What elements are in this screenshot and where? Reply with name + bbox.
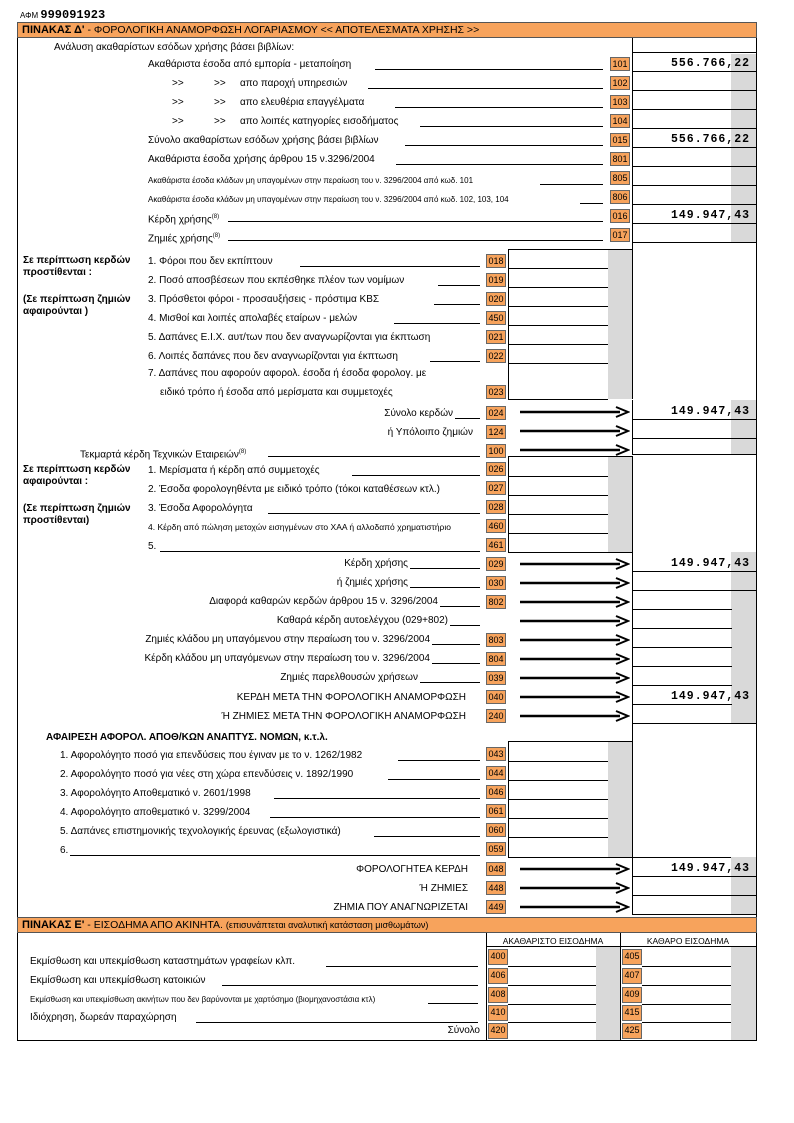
result-row-040-label: ΚΕΡΔΗ ΜΕΤΑ ΤΗΝ ΦΟΡΟΛΟΓΙΚΗ ΑΝΑΜΟΡΦΩΣΗ bbox=[236, 692, 466, 703]
afm-label: ΑΦΜ bbox=[20, 11, 39, 20]
code-461: 461 bbox=[486, 538, 506, 552]
ditto-1: >> bbox=[172, 116, 184, 127]
rule bbox=[508, 268, 608, 269]
code-802: 802 bbox=[486, 595, 506, 609]
leader-line bbox=[375, 69, 603, 70]
code-406: 406 bbox=[488, 968, 508, 984]
leader-line bbox=[396, 164, 603, 165]
code-450: 450 bbox=[486, 311, 506, 325]
rule bbox=[632, 723, 756, 724]
add-side-note-2: (Σε περίπτωση ζημιών αφαιρούνται ) bbox=[23, 294, 131, 317]
code-407: 407 bbox=[622, 968, 642, 984]
code-020: 020 bbox=[486, 292, 506, 306]
mid-col-left bbox=[508, 249, 509, 399]
leader-line bbox=[580, 203, 603, 204]
row-016-text: Κέρδη χρήσης bbox=[148, 214, 212, 226]
leader-line bbox=[455, 418, 480, 419]
leader-line bbox=[438, 285, 480, 286]
result-row-803-label: Ζημιές κλάδου μη υπαγόμενου στην περαίωση του ν. 3296/2004 bbox=[145, 634, 430, 645]
value-024[interactable]: 149.947,43 bbox=[670, 405, 750, 418]
afm bbox=[20, 10, 105, 21]
code-048: 048 bbox=[486, 862, 506, 876]
rule bbox=[632, 609, 732, 610]
rule bbox=[508, 287, 608, 288]
code-024: 024 bbox=[486, 406, 506, 420]
add-row-019: 2. Ποσό αποσβέσεων που εκπέσθηκε πλέον των νομίμων bbox=[148, 275, 405, 286]
leader-line bbox=[420, 126, 603, 127]
rule bbox=[508, 325, 608, 326]
arrow-icon bbox=[520, 672, 630, 684]
leader-line bbox=[222, 985, 478, 986]
deduct-row-043: 1. Αφορολόγητο ποσό για επενδύσεις που έγιναν με το ν. 1262/1982 bbox=[60, 750, 363, 761]
code-044: 044 bbox=[486, 766, 506, 780]
leader-line bbox=[410, 587, 480, 588]
arrow-icon bbox=[520, 863, 630, 875]
row-017-label bbox=[148, 230, 220, 245]
table-d-header bbox=[17, 22, 757, 38]
rule bbox=[508, 799, 608, 800]
add-side-note-1: Σε περίπτωση κερδών προστίθενται : bbox=[23, 255, 131, 278]
leader-line bbox=[540, 184, 603, 185]
rule bbox=[632, 71, 756, 72]
e-row-4-label: Ιδιόχρηση, δωρεάν παραχώρηση bbox=[30, 1012, 177, 1023]
ditto-2: >> bbox=[214, 116, 226, 127]
code-059: 059 bbox=[486, 842, 506, 856]
code-408: 408 bbox=[488, 987, 508, 1003]
leader-line bbox=[228, 240, 603, 241]
note-mark: (8) bbox=[238, 449, 247, 455]
code-039: 039 bbox=[486, 671, 506, 685]
result-row-804-label: Κέρδη κλάδου μη υπαγόμενων στην περαίωση του ν. 3296/2004 bbox=[144, 653, 430, 664]
rule bbox=[632, 204, 756, 205]
rule bbox=[508, 818, 608, 819]
arrow-icon bbox=[520, 882, 630, 894]
leader-line bbox=[395, 107, 603, 108]
row-805-label: Ακαθάριστα έσοδα κλάδων μη υπαγομένων στην περαίωση του ν. 3296/2004 από κωδ. 101 bbox=[148, 176, 474, 185]
add-row-021: 5. Δαπάνες Ε.Ι.Χ. αυτ/των που δεν αναγνωρίζονται για έκπτωση bbox=[148, 332, 431, 343]
code-805: 805 bbox=[610, 171, 630, 185]
code-017: 017 bbox=[610, 228, 630, 242]
afm-value: 999091923 bbox=[40, 8, 106, 22]
rule bbox=[508, 1004, 596, 1005]
rule bbox=[632, 914, 756, 915]
rule bbox=[508, 399, 608, 400]
code-018: 018 bbox=[486, 254, 506, 268]
add-row-020: 3. Πρόσθετοι φόροι - προσαυξήσεις - πρόστιμα ΚΒΣ bbox=[148, 294, 380, 305]
sub-row-028: 3. Έσοδα Αφορολόγητα bbox=[148, 503, 253, 514]
code-806: 806 bbox=[610, 190, 630, 204]
code-015: 015 bbox=[610, 133, 630, 147]
rule bbox=[632, 590, 756, 591]
rule bbox=[632, 876, 756, 877]
e-col-gross-left bbox=[486, 933, 487, 1040]
deduct-row-059: 6. bbox=[60, 845, 69, 856]
arrow-icon bbox=[520, 653, 630, 665]
sub-row-461: 5. bbox=[148, 541, 157, 552]
arrow-icon bbox=[520, 444, 630, 456]
ditto-1: >> bbox=[172, 97, 184, 108]
code-448: 448 bbox=[486, 881, 506, 895]
row-016-label bbox=[148, 211, 219, 226]
value-040[interactable]: 149.947,43 bbox=[670, 690, 750, 703]
code-420: 420 bbox=[488, 1023, 508, 1039]
rule bbox=[632, 185, 756, 186]
leader-line bbox=[228, 221, 603, 222]
rule bbox=[508, 761, 608, 762]
sum-row-100-label bbox=[80, 446, 246, 461]
code-104: 104 bbox=[610, 114, 630, 128]
leader-line bbox=[428, 1003, 478, 1004]
code-405: 405 bbox=[622, 949, 642, 965]
code-028: 028 bbox=[486, 500, 506, 514]
row-015-label: Σύνολο ακαθαρίστων εσόδων χρήσης βάσει βιβλίων bbox=[148, 135, 379, 146]
code-449: 449 bbox=[486, 900, 506, 914]
code-100: 100 bbox=[486, 444, 506, 458]
rule bbox=[632, 109, 756, 110]
sub-row-027: 2. Έσοδα φορολογηθέντα με ειδικό τρόπο (τόκοι καταθέσεων κτλ.) bbox=[148, 484, 440, 495]
code-804: 804 bbox=[486, 652, 506, 666]
final-row-448-label: Ή ΖΗΜΙΕΣ bbox=[419, 883, 468, 894]
code-027: 027 bbox=[486, 481, 506, 495]
code-061: 061 bbox=[486, 804, 506, 818]
result-row-039-label: Ζημιές παρελθουσών χρήσεων bbox=[280, 672, 418, 683]
e-row-3-label: Εκμίσθωση και υπεκμίσθωση ακινήτων που δεν βαρύνονται με χαρτόσημο (βιομηχανοστάσια κτλ) bbox=[30, 995, 376, 1004]
e-col-gross-header: ΑΚΑΘΑΡΙΣΤΟ ΕΙΣΟΔΗΜΑ bbox=[502, 936, 604, 946]
upper-col-top bbox=[632, 52, 756, 53]
code-023: 023 bbox=[486, 385, 506, 399]
rule bbox=[508, 741, 632, 742]
code-409: 409 bbox=[622, 987, 642, 1003]
rule bbox=[642, 966, 731, 967]
leader-line bbox=[432, 663, 480, 664]
row-103-label: απο ελευθέρια επαγγέλματα bbox=[240, 97, 365, 108]
rule bbox=[632, 166, 756, 167]
arrow-icon bbox=[520, 901, 630, 913]
code-046: 046 bbox=[486, 785, 506, 799]
code-101: 101 bbox=[610, 57, 630, 71]
code-029: 029 bbox=[486, 557, 506, 571]
rule bbox=[632, 895, 756, 896]
rule bbox=[632, 685, 732, 686]
frame-left bbox=[17, 38, 18, 1040]
code-019: 019 bbox=[486, 273, 506, 287]
rule bbox=[632, 628, 732, 629]
value-016[interactable]: 149.947,43 bbox=[670, 209, 750, 222]
code-425: 425 bbox=[622, 1023, 642, 1039]
rule bbox=[508, 966, 596, 967]
value-048[interactable]: 149.947,43 bbox=[670, 862, 750, 875]
table-e-subtitle: - ΕΙΣΟΔΗΜΑ ΑΠΟ ΑΚΙΝΗΤΑ. bbox=[84, 919, 223, 931]
ditto-2: >> bbox=[214, 97, 226, 108]
leader-line bbox=[432, 644, 480, 645]
add-row-022: 6. Λοιπές δαπάνες που δεν αναγνωρίζονται για έκπτωση bbox=[148, 351, 398, 362]
deduct-title: ΑΦΑΙΡΕΣΗ ΑΦΟΡΟΛ. ΑΠΟΘ/ΚΩΝ ΑΝΑΠΤΥΣ. ΝΟΜΩΝ, κ.τ.λ. bbox=[46, 732, 328, 743]
rule bbox=[632, 90, 756, 91]
rule bbox=[508, 306, 608, 307]
code-103: 103 bbox=[610, 95, 630, 109]
table-e-header bbox=[17, 917, 757, 933]
code-040: 040 bbox=[486, 690, 506, 704]
table-d-subtitle: - ΦΟΡΟΛΟΓΙΚΗ ΑΝΑΜΟΡΦΩΣΗ ΛΟΓΑΡΙΑΣΜΟΥ << ΑΠΟΤΕΛΕΣΜΑΤΑ ΧΡΗΣΗΣ >> bbox=[84, 24, 480, 36]
code-410: 410 bbox=[488, 1005, 508, 1021]
e-row-2-label: Εκμίσθωση και υπεκμίσθωση κατοικιών bbox=[30, 975, 206, 986]
rule bbox=[632, 666, 732, 667]
row-102-label: απο παροχή υπηρεσιών bbox=[240, 78, 348, 89]
code-460: 460 bbox=[486, 519, 506, 533]
final-row-048-label: ΦΟΡΟΛΟΓΗΤΕΑ ΚΕΡΔΗ bbox=[356, 864, 468, 875]
code-026: 026 bbox=[486, 462, 506, 476]
result-row-802-label: Διαφορά καθαρών κερδών άρθρου 15 ν. 3296/2004 bbox=[209, 596, 438, 607]
code-022: 022 bbox=[486, 349, 506, 363]
rule bbox=[508, 476, 608, 477]
leader-line bbox=[398, 760, 480, 761]
mid-col-right bbox=[632, 243, 633, 399]
result-row-240-label: Ή ΖΗΜΙΕΣ ΜΕΤΑ ΤΗΝ ΦΟΡΟΛΟΓΙΚΗ ΑΝΑΜΟΡΦΩΣΗ bbox=[221, 711, 466, 722]
result-row-self-label: Καθαρά κέρδη αυτοελέγχου (029+802) bbox=[276, 615, 448, 626]
leader-line bbox=[196, 1022, 478, 1023]
leader-line bbox=[434, 304, 480, 305]
leader-line bbox=[300, 266, 480, 267]
code-240: 240 bbox=[486, 709, 506, 723]
rule bbox=[632, 438, 756, 439]
rule bbox=[508, 533, 608, 534]
rule bbox=[632, 454, 756, 455]
rule bbox=[508, 344, 608, 345]
leader-line bbox=[410, 568, 480, 569]
code-060: 060 bbox=[486, 823, 506, 837]
code-043: 043 bbox=[486, 747, 506, 761]
leader-line bbox=[374, 836, 480, 837]
final-row-449-label: ΖΗΜΙΑ ΠΟΥ ΑΝΑΓΝΩΡΙΖΕΤΑΙ bbox=[333, 902, 468, 913]
add-row-023-line2: ειδικό τρόπο ή έσοδα από μερίσματα και συμμετοχές bbox=[160, 387, 393, 398]
code-400: 400 bbox=[488, 949, 508, 965]
ded-col-right bbox=[632, 724, 633, 858]
leader-line bbox=[394, 323, 480, 324]
sub-side-note-1: Σε περίπτωση κερδών αφαιρούνται : bbox=[23, 464, 131, 487]
frame-bottom bbox=[17, 1040, 757, 1041]
leader-line bbox=[405, 145, 603, 146]
rule bbox=[632, 571, 756, 572]
deduct-row-061: 4. Αφορολόγητο αποθεματικό ν. 3299/2004 bbox=[60, 807, 251, 818]
ded-grey-col bbox=[608, 741, 632, 858]
table-d-title: ΠΙΝΑΚΑΣ Δ' bbox=[22, 24, 85, 36]
leader-line bbox=[70, 855, 480, 856]
rule bbox=[632, 242, 756, 243]
rule bbox=[642, 1004, 731, 1005]
leader-line bbox=[160, 551, 480, 552]
rule bbox=[632, 704, 732, 705]
ditto-2: >> bbox=[214, 78, 226, 89]
code-415: 415 bbox=[622, 1005, 642, 1021]
e-net-grey bbox=[731, 947, 756, 1040]
ditto-1: >> bbox=[172, 78, 184, 89]
sum-col-left bbox=[632, 400, 633, 454]
leader-line bbox=[268, 513, 480, 514]
sub-row-460: 4. Κέρδη από πώληση μετοχών εισηγμένων στο ΧΑΑ ή αλλοδαπό χρηματιστήριο bbox=[148, 522, 451, 532]
result-row-029-label: Κέρδη χρήσης bbox=[344, 558, 408, 569]
code-102: 102 bbox=[610, 76, 630, 90]
code-803: 803 bbox=[486, 633, 506, 647]
arrow-icon bbox=[520, 558, 630, 570]
leader-line bbox=[274, 798, 480, 799]
deduct-row-044: 2. Αφορολόγητο ποσό για νέες στη χώρα επενδύσεις ν. 1892/1990 bbox=[60, 769, 354, 780]
rule bbox=[508, 837, 608, 838]
arrow-icon bbox=[520, 406, 630, 418]
e-col-net-left bbox=[620, 933, 621, 1040]
arrow-icon bbox=[520, 710, 630, 722]
result-row-030-label: ή ζημιές χρήσης bbox=[336, 577, 408, 588]
rule bbox=[508, 780, 608, 781]
rule bbox=[642, 985, 731, 986]
row-806-label: Ακαθάριστα έσοδα κλάδων μη υπαγομένων στην περαίωση του ν. 3296/2004 από κωδ. 102, 103, 104 bbox=[148, 195, 509, 204]
sum-row-100-text: Τεκμαρτά κέρδη Τεχνικών Εταιρειών bbox=[80, 449, 239, 461]
add-row-023-line1: 7. Δαπάνες που αφορούν αφορολ. έσοδα ή έσοδα φορολογ. με bbox=[148, 368, 427, 379]
arrow-icon bbox=[520, 425, 630, 437]
rule bbox=[632, 223, 756, 224]
table-e-title: ΠΙΝΑΚΑΣ Ε' bbox=[22, 919, 85, 931]
leader-line bbox=[388, 779, 480, 780]
arrow-icon bbox=[520, 691, 630, 703]
note-mark: (8) bbox=[211, 214, 220, 220]
leader-line bbox=[326, 966, 478, 967]
leader-line bbox=[430, 361, 480, 362]
intro-text: Ανάλυση ακαθαρίστων εσόδων χρήσης βάσει βιβλίων: bbox=[54, 42, 295, 53]
rule bbox=[632, 128, 756, 129]
rule bbox=[508, 363, 608, 364]
e-col-net-header: ΚΑΘΑΡΟ ΕΙΣΟΔΗΜΑ bbox=[646, 936, 730, 946]
table-e-note: (επισυνάπτεται αναλυτική κατάσταση μισθωμάτων) bbox=[225, 920, 429, 930]
leader-line bbox=[368, 88, 603, 89]
add-row-018: 1. Φόροι που δεν εκπίπτουν bbox=[148, 256, 273, 267]
sub-col-right bbox=[632, 456, 633, 552]
leader-line bbox=[352, 475, 480, 476]
row-101-label: Ακαθάριστα έσοδα από εμπορία - μεταποίηση bbox=[148, 59, 352, 70]
sub-col-left bbox=[508, 456, 509, 552]
e-gross-grey bbox=[596, 947, 620, 1040]
deduct-row-046: 3. Αφορολόγητο Αποθεματικό ν. 2601/1998 bbox=[60, 788, 251, 799]
e-row-total-label: Σύνολο bbox=[447, 1025, 480, 1036]
row-104-label: απο λοιπές κατηγορίες εισοδήματος bbox=[240, 116, 399, 127]
arrow-icon bbox=[520, 634, 630, 646]
leader-line bbox=[268, 456, 480, 457]
mid-grey-col bbox=[608, 249, 632, 399]
sub-row-026: 1. Μερίσματα ή κέρδη από συμμετοχές bbox=[148, 465, 320, 476]
deduct-row-060: 5. Δαπάνες επιστημονικής τεχνολογικής έρευνας (εξωλογιστικά) bbox=[60, 826, 341, 837]
arrow-icon bbox=[520, 615, 630, 627]
code-124: 124 bbox=[486, 425, 506, 439]
sub-side-note-2: (Σε περίπτωση ζημιών προστίθενται) bbox=[23, 503, 131, 526]
rule bbox=[508, 495, 608, 496]
rule bbox=[508, 456, 632, 457]
sum-row-124-label: ή Υπόλοιπο ζημιών bbox=[387, 427, 473, 438]
note-mark: (8) bbox=[212, 233, 221, 239]
sub-grey-col bbox=[608, 456, 632, 552]
code-021: 021 bbox=[486, 330, 506, 344]
e-row-1-label: Εκμίσθωση και υπεκμίσθωση καταστημάτων γραφείων κλπ. bbox=[30, 956, 295, 967]
code-801: 801 bbox=[610, 152, 630, 166]
rule bbox=[632, 419, 756, 420]
frame-right bbox=[756, 38, 757, 1040]
value-029[interactable]: 149.947,43 bbox=[670, 557, 750, 570]
rule bbox=[508, 514, 608, 515]
result-col-left bbox=[632, 552, 633, 724]
arrow-icon bbox=[520, 577, 630, 589]
rule bbox=[632, 147, 756, 148]
leader-line bbox=[420, 682, 480, 683]
rule bbox=[632, 647, 732, 648]
upper-col-left bbox=[632, 38, 633, 243]
code-016: 016 bbox=[610, 209, 630, 223]
row-017-text: Ζημιές χρήσης bbox=[148, 233, 213, 245]
rule bbox=[642, 1022, 731, 1023]
row-801-label: Ακαθάριστα έσοδα χρήσης άρθρου 15 ν.3296/2004 bbox=[148, 154, 375, 165]
leader-line bbox=[270, 817, 480, 818]
value-015[interactable]: 556.766,22 bbox=[670, 133, 750, 146]
final-col-left bbox=[632, 857, 633, 915]
rule bbox=[508, 249, 632, 250]
add-row-450: 4. Μισθοί και λοιπές απολαβές εταίρων - μελών bbox=[148, 313, 358, 324]
code-030: 030 bbox=[486, 576, 506, 590]
rule bbox=[508, 1022, 596, 1023]
arrow-icon bbox=[520, 596, 630, 608]
rule bbox=[508, 552, 632, 553]
leader-line bbox=[450, 625, 480, 626]
sum-row-024-label: Σύνολο κερδών bbox=[384, 408, 453, 419]
leader-line bbox=[440, 606, 480, 607]
rule bbox=[508, 985, 596, 986]
value-101[interactable]: 556.766,22 bbox=[670, 57, 750, 70]
